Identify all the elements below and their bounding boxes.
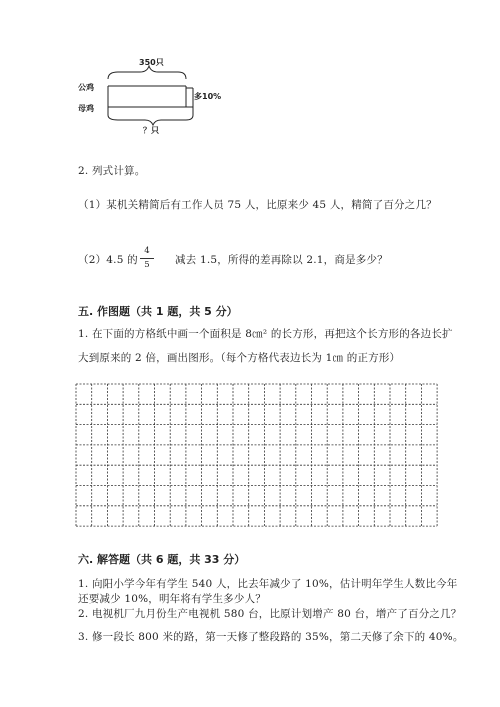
answer-question-1-line2: 还要减少 10%，明年将有学生多少人？ [78,593,266,605]
calc-question-2-prefix: （2）4.5 的 [78,254,138,266]
section-6-title: 六. 解答题（共 6 题，共 33 分） [78,553,246,566]
rooster-label: 公鸡 [78,83,94,92]
answer-question-3: 3. 修一段长 800 米的路，第一天修了整段路的 35%，第二天修了余下的 40%。 [78,631,464,643]
section-5-title: 五. 作图题（共 1 题，共 5 分） [78,305,238,318]
answer-question-1-line1: 1. 向阳小学今年有学生 540 人，比去年减少了 10%，估计明年学生人数比今年 [78,578,458,590]
unknown-label: ？只 [143,126,159,135]
answer-question-2: 2. 电视机厂九月份生产电视机 580 台，比原计划增产 80 台，增产了百分之几？ [78,608,462,620]
calc-question-1: （1）某机关精简后有工作人员 75 人，比原来少 45 人，精简了百分之几？ [78,199,437,211]
more-percent-label: 多10% [194,92,222,101]
drawing-question-line1: 1. 在下面的方格纸中画一个面积是 8㎝² 的长方形，再把这个长方形的各边长扩 [78,328,453,340]
calc-heading: 2. 列式计算。 [78,165,146,177]
calc-question-2-suffix: 减去 1.5，所得的差再除以 2.1，商是多少？ [175,254,388,266]
total-label: 350只 [139,58,164,67]
fraction-denominator: 5 [144,259,150,270]
fraction-numerator: 4 [144,246,150,256]
hen-label: 母鸡 [78,104,94,113]
drawing-question-line2: 大到原来的 2 倍，画出图形。（每个方格代表边长为 1㎝ 的正方形） [78,352,401,364]
